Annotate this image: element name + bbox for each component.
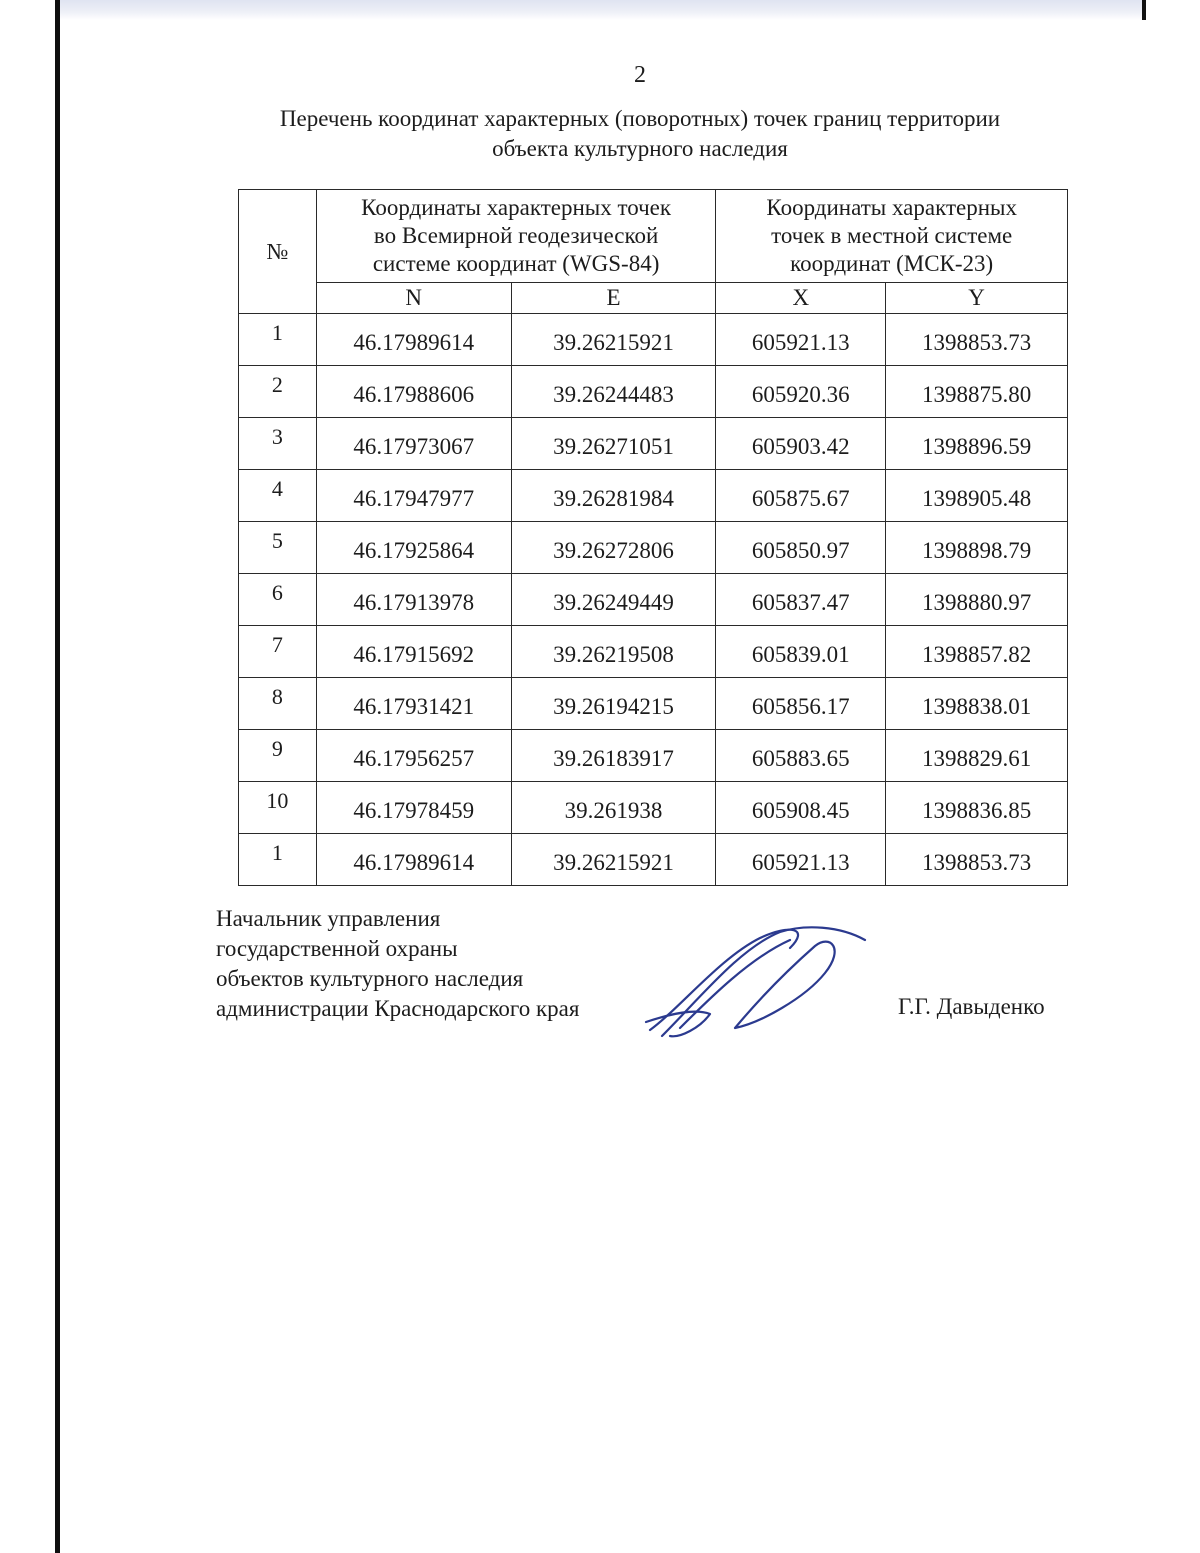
cell-point-number: 6 (239, 574, 317, 626)
page-number: 2 (634, 62, 646, 88)
table-row (239, 626, 1068, 678)
header-msk23-line-2: точек в местной системе (771, 223, 1013, 248)
cell-point-number: 2 (239, 366, 317, 418)
cell-point-number: 5 (239, 522, 317, 574)
cell-point-number: 8 (239, 678, 317, 730)
cell-wgs84-n: 46.17947977 (316, 470, 511, 522)
signatory-position-line-1: Начальник управления (216, 906, 441, 931)
signatory-position (216, 904, 579, 1024)
header-wgs84-line-2: во Всемирной геодезической (373, 223, 659, 248)
cell-msk23-y: 1398853.73 (886, 834, 1068, 886)
cell-msk23-y: 1398905.48 (886, 470, 1068, 522)
table-row (239, 522, 1068, 574)
cell-msk23-x: 605921.13 (716, 314, 886, 366)
signatory-position-line-3: объектов культурного наследия (216, 966, 524, 991)
cell-msk23-y: 1398880.97 (886, 574, 1068, 626)
cell-msk23-y: 1398838.01 (886, 678, 1068, 730)
cell-wgs84-e: 39.26244483 (511, 366, 716, 418)
cell-msk23-x: 605921.13 (716, 834, 886, 886)
subheader-x: X (716, 283, 886, 314)
scan-top-edge (60, 0, 1145, 20)
document-title-line-2: объекта культурного наследия (492, 136, 788, 161)
cell-wgs84-e: 39.26215921 (511, 834, 716, 886)
subheader-n: N (316, 283, 511, 314)
scan-right-edge (1142, 0, 1146, 20)
document-title-line-1: Перечень координат характерных (поворотных) точек границ территории (279, 106, 1001, 131)
cell-wgs84-n: 46.17931421 (316, 678, 511, 730)
cell-msk23-y: 1398836.85 (886, 782, 1068, 834)
header-wgs84-group (316, 190, 716, 283)
cell-msk23-y: 1398896.59 (886, 418, 1068, 470)
header-point-number: № (239, 190, 317, 314)
cell-wgs84-n: 46.17925864 (316, 522, 511, 574)
table-row (239, 314, 1068, 366)
cell-msk23-y: 1398875.80 (886, 366, 1068, 418)
cell-msk23-y: 1398857.82 (886, 626, 1068, 678)
cell-wgs84-e: 39.26183917 (511, 730, 716, 782)
cell-wgs84-e: 39.261938 (511, 782, 716, 834)
cell-wgs84-n: 46.17989614 (316, 834, 511, 886)
handwritten-signature (640, 918, 880, 1048)
cell-point-number: 10 (239, 782, 317, 834)
subheader-e: E (511, 283, 716, 314)
cell-point-number: 1 (239, 834, 317, 886)
table-row (239, 470, 1068, 522)
signatory-position-line-4: администрации Краснодарского края (216, 996, 580, 1021)
signatory-position-line-2: государственной охраны (216, 936, 458, 961)
table-row (239, 574, 1068, 626)
header-msk23-line-3: координат (МСК-23) (790, 251, 994, 276)
cell-msk23-y: 1398898.79 (886, 522, 1068, 574)
cell-wgs84-n: 46.17978459 (316, 782, 511, 834)
cell-point-number: 1 (239, 314, 317, 366)
table-subheader-row (239, 283, 1068, 314)
cell-msk23-y: 1398829.61 (886, 730, 1068, 782)
scan-left-edge (0, 0, 60, 1553)
header-wgs84-line-3: системе координат (WGS-84) (372, 251, 660, 276)
cell-msk23-x: 605837.47 (716, 574, 886, 626)
cell-wgs84-n: 46.17915692 (316, 626, 511, 678)
document-title (230, 104, 1050, 164)
cell-point-number: 9 (239, 730, 317, 782)
table-row (239, 366, 1068, 418)
cell-wgs84-e: 39.26215921 (511, 314, 716, 366)
cell-wgs84-n: 46.17913978 (316, 574, 511, 626)
cell-wgs84-e: 39.26194215 (511, 678, 716, 730)
table-row (239, 418, 1068, 470)
header-wgs84-line-1: Координаты характерных точек (361, 195, 672, 220)
cell-wgs84-e: 39.26281984 (511, 470, 716, 522)
cell-wgs84-e: 39.26249449 (511, 574, 716, 626)
cell-msk23-x: 605908.45 (716, 782, 886, 834)
cell-msk23-x: 605875.67 (716, 470, 886, 522)
cell-wgs84-n: 46.17988606 (316, 366, 511, 418)
table-row (239, 678, 1068, 730)
cell-msk23-x: 605883.65 (716, 730, 886, 782)
cell-msk23-x: 605903.42 (716, 418, 886, 470)
cell-wgs84-n: 46.17973067 (316, 418, 511, 470)
cell-wgs84-e: 39.26219508 (511, 626, 716, 678)
cell-wgs84-n: 46.17989614 (316, 314, 511, 366)
cell-point-number: 7 (239, 626, 317, 678)
table-header-row (239, 190, 1068, 283)
header-msk23-group (716, 190, 1068, 283)
cell-wgs84-e: 39.26272806 (511, 522, 716, 574)
cell-wgs84-e: 39.26271051 (511, 418, 716, 470)
cell-msk23-y: 1398853.73 (886, 314, 1068, 366)
table-row (239, 782, 1068, 834)
cell-point-number: 3 (239, 418, 317, 470)
subheader-y: Y (886, 283, 1068, 314)
signatory-name: Г.Г. Давыденко (898, 994, 1045, 1019)
cell-wgs84-n: 46.17956257 (316, 730, 511, 782)
cell-point-number: 4 (239, 470, 317, 522)
cell-msk23-x: 605920.36 (716, 366, 886, 418)
header-msk23-line-1: Координаты характерных (766, 195, 1017, 220)
cell-msk23-x: 605839.01 (716, 626, 886, 678)
table-row (239, 730, 1068, 782)
cell-msk23-x: 605856.17 (716, 678, 886, 730)
table-row (239, 834, 1068, 886)
coordinates-table (238, 189, 1068, 886)
cell-msk23-x: 605850.97 (716, 522, 886, 574)
